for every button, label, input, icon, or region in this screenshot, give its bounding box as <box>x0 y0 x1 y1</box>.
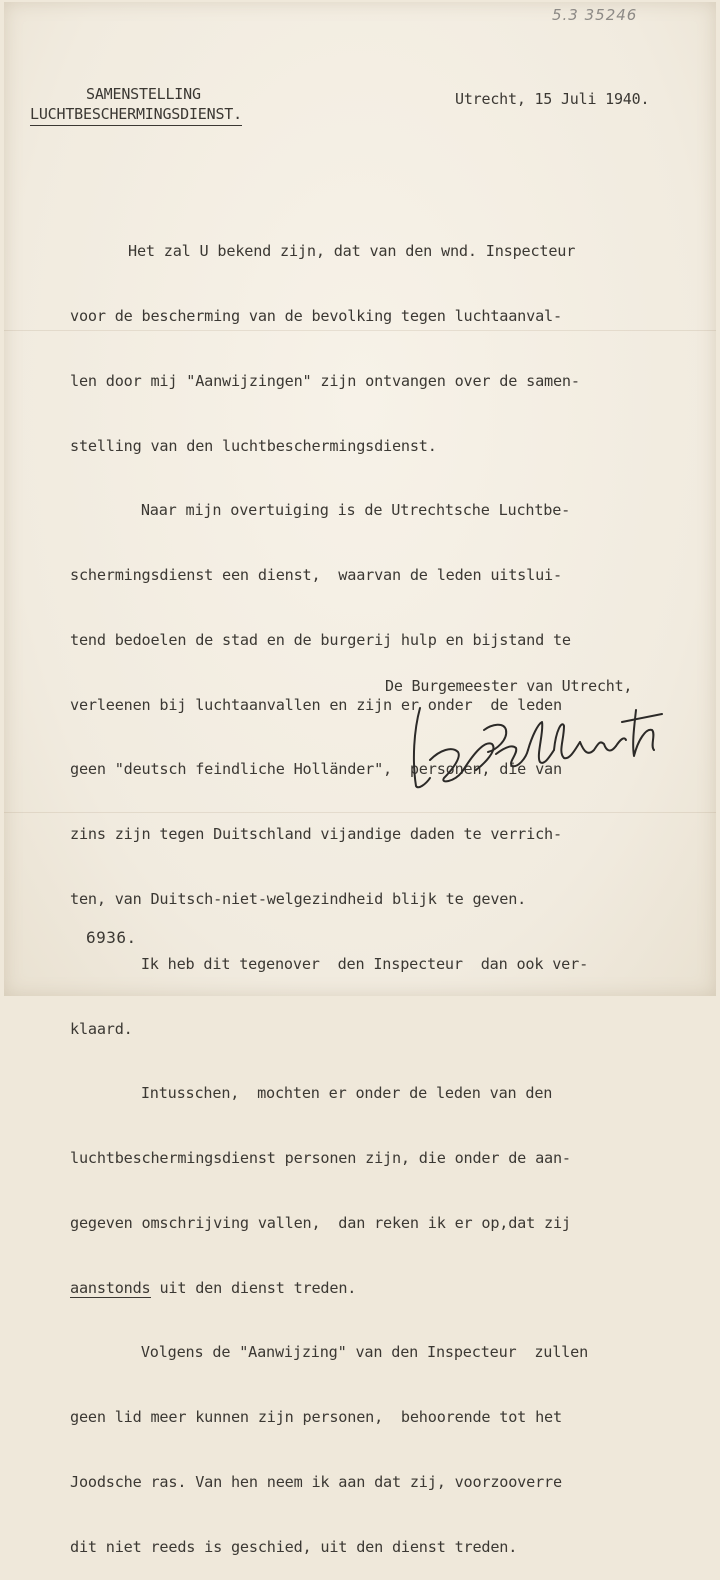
closing-line: De Burgemeester van Utrecht, <box>385 677 633 695</box>
document-number: 6936. <box>86 928 137 947</box>
body-line: Naar mijn overtuiging is de Utrechtsche Luchtbe- <box>114 501 571 520</box>
subject-line: LUCHTBESCHERMINGSDIENST. <box>30 104 242 126</box>
body-line: Intusschen, mochten er onder de leden van den <box>114 1084 553 1103</box>
body-line: Het zal U bekend zijn, dat van den wnd. Inspecteur <box>128 242 576 261</box>
body-line: verleenen bij luchtaanvallen en zijn er onder de leden <box>70 695 562 714</box>
archive-number: 5.3 35246 <box>552 6 638 24</box>
body-line: gegeven omschrijving vallen, dan reken ik er op,dat zij <box>70 1213 571 1232</box>
body-line-rest: uit den dienst treden. <box>150 1278 357 1297</box>
body-line: geen "deutsch feindliche Holländer", personen, die van <box>70 760 562 779</box>
place-date: Utrecht, 15 Juli 1940. <box>455 90 650 108</box>
body-line: luchtbeschermingsdienst personen zijn, die onder de aan- <box>70 1149 571 1168</box>
body-line: klaard. <box>70 1019 133 1038</box>
body-line: len door mij "Aanwijzingen" zijn ontvangen over de samen- <box>70 371 580 390</box>
body-line: schermingsdienst een dienst, waarvan de leden uitslui- <box>70 566 562 585</box>
body-line: Joodsche ras. Van hen neem ik aan dat zij, voorzooverre <box>70 1473 562 1492</box>
body-line <box>70 1278 706 1300</box>
body-line: geen lid meer kunnen zijn personen, behoorende tot het <box>70 1408 562 1427</box>
body-line: stelling van den luchtbeschermingsdienst. <box>70 436 437 455</box>
letter-body <box>70 198 706 1580</box>
body-line: Volgens de "Aanwijzing" van den Inspecteur zullen <box>114 1343 589 1362</box>
subject-line: SAMENSTELLING <box>86 85 201 103</box>
body-line: Ik heb dit tegenover den Inspecteur dan ook ver- <box>114 954 589 973</box>
body-line: ten, van Duitsch-niet-welgezindheid blijk te geven. <box>70 890 527 908</box>
body-line: dit niet reeds is geschied, uit den dienst treden. <box>70 1537 518 1556</box>
underlined-word: aanstonds <box>70 1278 151 1297</box>
body-line: zins zijn tegen Duitschland vijandige daden te verrich- <box>70 825 562 844</box>
body-line: tend bedoelen de stad en de burgerij hulp en bijstand te <box>70 630 571 649</box>
subject-heading <box>30 84 242 126</box>
body-line: voor de bescherming van de bevolking tegen luchtaanval- <box>70 306 562 325</box>
handwritten-signature <box>400 700 680 795</box>
